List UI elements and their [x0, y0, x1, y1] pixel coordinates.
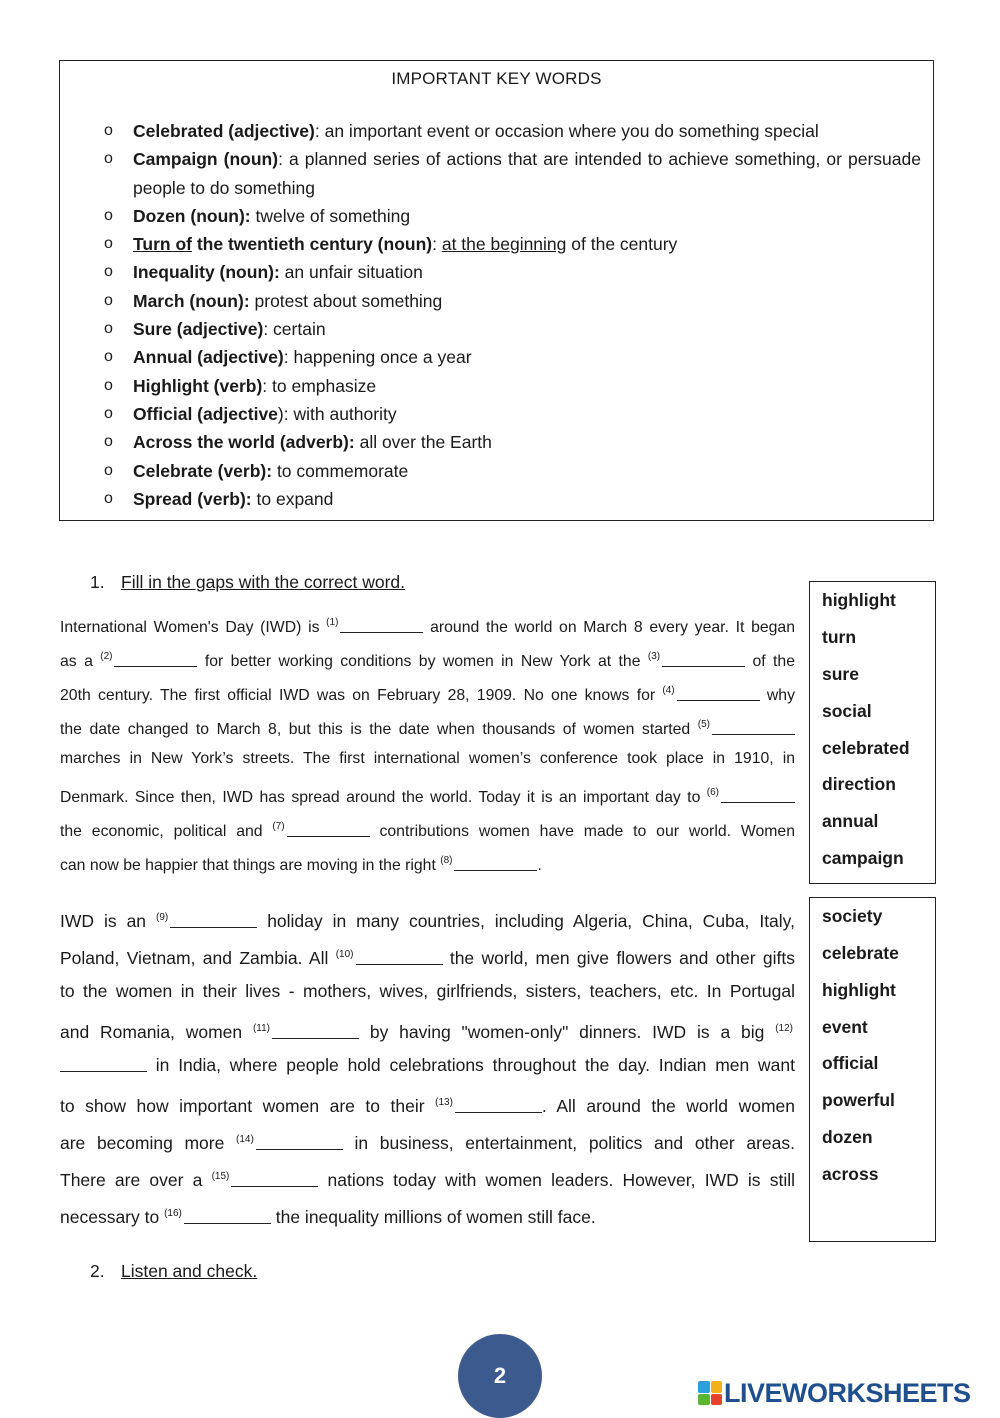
word-bank-1: [809, 581, 936, 884]
text-line: are becoming more $^{(14)}$ in business, entertainment, politics and other areas.: [60, 1133, 795, 1153]
gap-blank[interactable]: [256, 1135, 343, 1150]
gap-number: (9): [156, 912, 169, 923]
bullet-icon: o: [104, 461, 113, 479]
list-item: o March (noun): protest about something: [104, 287, 921, 315]
bullet-icon: o: [104, 263, 113, 281]
brand-name: LIVEWORKSHEETS: [724, 1377, 971, 1408]
gap-blank[interactable]: [662, 652, 745, 667]
text-line: Denmark. Since then, IWD has spread around the world. Today it is an important day to $^{(6)}$: [60, 776, 795, 810]
text-line: 20th century. The first official IWD was on February 28, 1909. No one knows for $^{(4)}$ why: [60, 685, 795, 704]
bullet-icon: o: [104, 348, 113, 366]
gap-number: (3): [647, 651, 661, 662]
word-bank-item: annual: [822, 811, 879, 831]
logo-square: [698, 1381, 710, 1393]
gap-blank[interactable]: [454, 856, 537, 871]
word-bank-item: campaign: [822, 848, 904, 868]
bullet-icon: o: [104, 235, 113, 253]
word-bank-item: highlight: [822, 590, 896, 610]
gap-number: (14): [236, 1134, 254, 1145]
word-bank-item: social: [822, 701, 872, 721]
word-bank-item: across: [822, 1164, 879, 1184]
gap-number: (10): [335, 949, 354, 960]
page-number-badge: 2: [458, 1334, 542, 1418]
word-bank-item: official: [822, 1053, 879, 1073]
gap-number: (1): [326, 617, 339, 628]
gap-blank[interactable]: [184, 1209, 271, 1224]
gap-blank[interactable]: [455, 1098, 542, 1113]
text-line: as a $^{(2)}$ for better working conditions by women in New York at the $^{(3)}$ of the: [60, 651, 795, 670]
text-line: to show how important women are to their $^{(13)}$ . All around the world women: [60, 1096, 795, 1116]
list-item: o Turn of the twentieth century (noun): at the beginning of the century: [104, 230, 921, 258]
paragraph-1: [60, 606, 795, 878]
logo-square: [711, 1381, 723, 1393]
text-line: IWD is an $^{(9)}$ holiday in many countries, including Algeria, China, Cuba, Italy,: [60, 911, 795, 931]
bullet-icon: o: [104, 150, 113, 168]
bullet-icon: o: [104, 404, 113, 422]
list-item: o Official (adjective): with authority: [104, 400, 921, 428]
gap-number: (5): [697, 719, 710, 730]
gap-number: (6): [706, 787, 719, 798]
gap-number: (7): [272, 821, 285, 832]
gap-blank[interactable]: [677, 686, 760, 701]
gap-blank[interactable]: [340, 618, 423, 633]
word-bank-item: society: [822, 906, 883, 926]
text-line: There are over a $^{(15)}$ nations today with women leaders. However, IWD is still: [60, 1170, 796, 1190]
exercise-1-title: [90, 572, 405, 593]
bullet-icon: o: [104, 376, 113, 394]
word-bank-item: event: [822, 1017, 868, 1037]
text-line: marches in New York’s streets. The first international women’s conference took place in 1910, in: [60, 750, 795, 767]
gap-blank[interactable]: [356, 950, 443, 965]
text-line: International Women's Day (IWD) is $^{(1)}$ around the world on March 8 every year. It began: [60, 617, 795, 636]
bullet-icon: o: [104, 291, 113, 309]
list-item: o Spread (verb): to expand: [104, 485, 921, 513]
gap-blank[interactable]: [170, 913, 257, 928]
gap-number: (15): [211, 1171, 230, 1182]
bullet-icon: o: [104, 489, 113, 507]
exercise-number: 2.: [90, 1261, 105, 1281]
list-item: o Annual (adjective): happening once a year: [104, 343, 921, 371]
word-bank-item: dozen: [822, 1127, 873, 1147]
word-bank-item: powerful: [822, 1090, 895, 1110]
bullet-icon: o: [104, 433, 113, 451]
logo-square: [698, 1394, 710, 1406]
text-line: necessary to $^{(16)}$ the inequality millions of women still face.: [60, 1207, 596, 1227]
word-bank-item: celebrated: [822, 738, 910, 758]
bullet-icon: o: [104, 206, 113, 224]
text-line: the date changed to March 8, but this is the date when thousands of women started $^{(5)}$: [60, 708, 795, 742]
list-item: o Highlight (verb): to emphasize: [104, 372, 921, 400]
gap-number: (16): [164, 1208, 182, 1219]
text-line: and Romania, women $^{(11)}$ by having "women-only" dinners. IWD is a big $^{(12)}$: [60, 1022, 793, 1042]
gap-blank[interactable]: [231, 1172, 318, 1187]
key-words-list: [104, 117, 921, 513]
word-bank-item: direction: [822, 774, 896, 794]
list-item: o Celebrate (verb): to commemorate: [104, 457, 921, 485]
gap-blank[interactable]: [287, 822, 370, 837]
word-bank-item: highlight: [822, 980, 896, 1000]
list-item: o Dozen (noun): twelve of something: [104, 202, 921, 230]
gap-number: (13): [435, 1097, 453, 1108]
word-bank-item: celebrate: [822, 943, 899, 963]
list-item: o Campaign (noun): a planned series of actions that are intended to achieve something, or persuade people to do something: [104, 145, 921, 202]
list-item: o Sure (adjective): certain: [104, 315, 921, 343]
gap-number: (11): [252, 1023, 271, 1034]
gap-blank[interactable]: [272, 1024, 359, 1039]
list-item: o Inequality (noun): an unfair situation: [104, 258, 921, 286]
list-item: o Across the world (adverb): all over the Earth: [104, 428, 921, 456]
key-words-title: IMPORTANT KEY WORDS: [391, 69, 602, 88]
gap-blank[interactable]: [721, 788, 795, 803]
gap-blank[interactable]: [60, 1057, 147, 1072]
word-bank-item: sure: [822, 664, 859, 684]
gap-number: (2): [100, 651, 113, 662]
word-bank-item: turn: [822, 627, 857, 647]
exercise-label: Fill in the gaps with the correct word.: [121, 572, 406, 592]
text-line: to the women in their lives - mothers, wives, girlfriends, sisters, teachers, etc. In Portugal: [60, 981, 795, 1001]
gap-number: (8): [440, 855, 453, 866]
gap-blank[interactable]: [114, 652, 197, 667]
exercise-2-title: [90, 1261, 257, 1282]
text-line: can now be happier that things are moving in the right $^{(8)}$ .: [60, 855, 542, 874]
exercise-number: 1.: [90, 572, 105, 592]
bullet-icon: o: [104, 320, 113, 338]
text-line: the economic, political and $^{(7)}$ contributions women have made to our world. Women: [60, 821, 795, 840]
gap-number: (4): [662, 685, 675, 696]
text-line: in India, where people hold celebrations throughout the day. Indian men want: [60, 1047, 795, 1084]
exercise-label: Listen and check.: [121, 1261, 258, 1281]
text-line: Poland, Vietnam, and Zambia. All $^{(10)}$ the world, men give flowers and other gifts: [60, 948, 795, 968]
bullet-icon: o: [104, 122, 113, 139]
gap-number: (12): [775, 1023, 793, 1034]
logo-square: [711, 1394, 723, 1406]
logo-icon: [698, 1381, 722, 1405]
paragraph-2: [60, 899, 795, 1232]
list-item: o Celebrated (adjective): an important event or occasion where you do something special: [104, 117, 921, 145]
gap-blank[interactable]: [712, 720, 795, 735]
liveworksheets-logo: [698, 1377, 971, 1409]
word-bank-2: [809, 897, 936, 1242]
key-words-box: [59, 60, 934, 521]
